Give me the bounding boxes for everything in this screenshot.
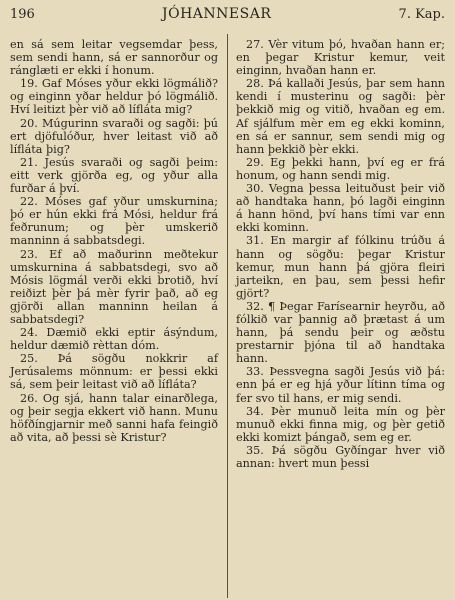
verse-26: 26. Og sjá, hann talar einarðlega, og þeir segja ekkert við hann. Munu höfðíngjarnir með sanni hafa feingið að vita, að þessi sè Kristur? (10, 391, 218, 444)
verse-20: 20. Múgurinn svaraði og sagði: þú ert djöfulóður, hver leitast við að lífláta þig? (10, 116, 218, 156)
verse-30: 30. Vegna þessa leituðust þeir við að handtaka hann, þó lagði einginn á hann hönd, því hans tími var enn ekki kominn. (236, 182, 445, 235)
verse-34: 34. Þèr munuð leita mín og þèr munuð ekki finna mig, og þèr getið ekki komizt þángað, sem eg er. (236, 404, 445, 444)
verse-24: 24. Dæmið ekki eptir ásýndum, heldur dæmið rèttan dóm. (10, 326, 218, 353)
verse-33: 33. Þessvegna sagði Jesús við þá: enn þá er eg hjá yður lítinn tíma og fer svo til hans, er mig sendi. (236, 365, 445, 405)
verse-19: 19. Gaf Móses yður ekki lögmálið? og einginn yðar heldur þó lögmálið. Hví leitizt þèr við að lífláta mig? (10, 77, 218, 117)
book-title: JÓHANNESAR (162, 6, 272, 22)
verse-25: 25. Þá sögðu nokkrir af Jerúsalems mönnum: er þessi ekki sá, sem þeir leitast við að lífláta? (10, 352, 218, 392)
continuation-text: en sá sem leitar vegsemdar þess, sem sendi hann, sá er sannorður og ránglæti er ekki í honum. (10, 38, 218, 78)
verse-27: 27. Vèr vitum þó, hvaðan hann er; en þegar Kristur kemur, veit einginn, hvaðan hann er. (236, 38, 445, 78)
chapter-label: 7. Kap. (398, 7, 445, 22)
verse-31: 31. En margir af fólkinu trúðu á hann og sögðu: þegar Kristur kemur, mun hann þá gjöra fleiri jarteikn, en þau, sem þessi hefir gjört? (236, 234, 445, 300)
verse-35: 35. Þá sögðu Gyðíngar hver við annan: hvert mun þessi (236, 443, 445, 470)
verse-22: 22. Móses gaf yður umskurnina; þó er hún ekki frá Mósi, heldur frá feðrunum; og þèr umskerið manninn á sabbatsdegi. (10, 195, 218, 248)
verse-32: 32. ¶ Þegar Farísearnir heyrðu, að fólkið var þannig að þrætast á um hann, þá sendu þeir og æðstu prestarnir þjóna til að handtaka hann. (236, 299, 445, 366)
right-column (236, 38, 445, 598)
left-column (10, 38, 218, 598)
column-divider (227, 34, 228, 598)
text-columns (10, 38, 445, 598)
verse-21: 21. Jesús svaraði og sagði þeim: eitt verk gjörða eg, og yður alla furðar á því. (10, 155, 218, 196)
verse-29: 29. Eg þekki hann, því eg er frá honum, og hann sendi mig. (236, 155, 445, 182)
verse-28: 28. Þá kallaði Jesús, þar sem hann kendi í musterinu og sagði: þèr þekkið mig og vitið, hvaðan eg em. Af sjálfum mèr em eg ekki kominn, en sá er sannur, sem sendi mig og hann þekkið þèr ekki. (236, 77, 445, 156)
verse-23: 23. Ef að maðurinn meðtekur umskurnina á sabbatsdegi, svo að Mósis lögmál verði ekki brotið, hví reiðizt þèr þá mèr fyrir það, að eg gjörði allan manninn heilan á sabbatsdegi? (10, 247, 218, 326)
page-number: 196 (10, 7, 35, 22)
running-header (10, 6, 445, 28)
